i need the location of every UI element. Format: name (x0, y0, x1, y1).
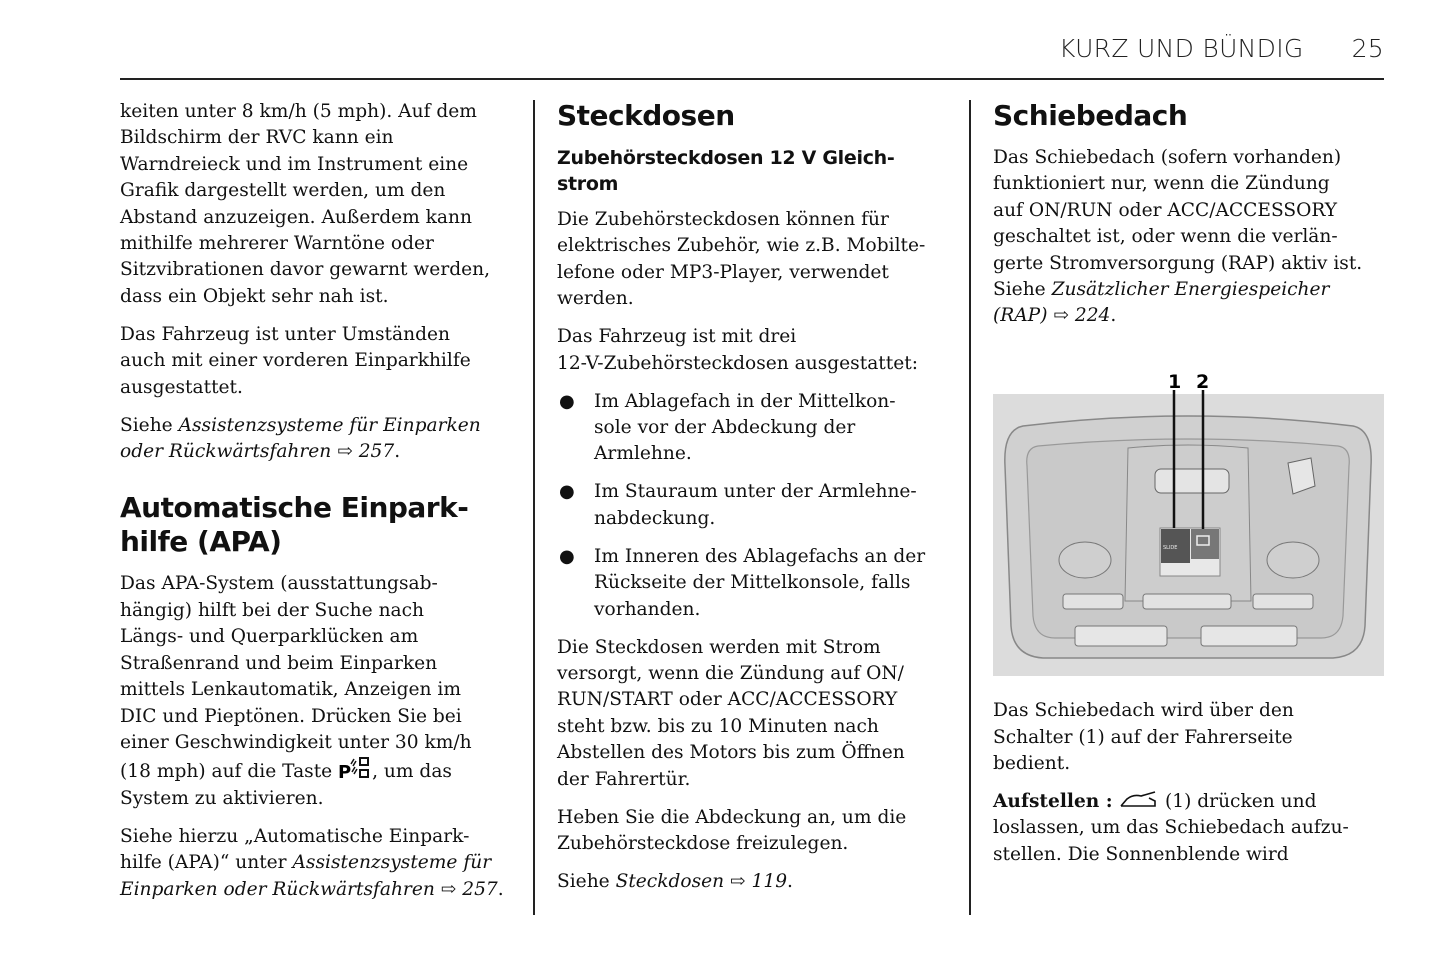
cross-reference-link[interactable]: Assistenzsysteme für Einparken oder Rückwärtsfahren (120, 852, 492, 900)
instruction-label: Aufstellen : (993, 791, 1120, 813)
list-item (557, 479, 957, 532)
column-1 (120, 99, 520, 915)
paragraph: Heben Sie die Abdeckung an, um die Zubehörsteckdose freizulegen. (557, 806, 907, 855)
text: Das APA-System (ausstattungsab- hängig) hilft bei der Suche nach Längs- und Querparklücken am Straßenrand und beim Einparken mittels Lenkautomatik, Anzeigen im DIC und Pieptönen. Drücken Sie bei einer Geschwindigkeit unter 30 km/h (18 mph) auf die Taste (120, 573, 472, 783)
column-divider (969, 100, 971, 915)
text: Siehe (557, 871, 616, 893)
sunroof-vent-icon (1119, 791, 1159, 809)
section-heading: Steckdosen (557, 99, 735, 132)
bullet-list (557, 389, 957, 623)
page-reference[interactable]: 257 (462, 878, 498, 900)
list-item-text: Im Stauraum unter der Armlehne- nabdeckung. (594, 481, 917, 529)
subheading: Zubehörsteckdosen 12 V Gleich- strom (557, 147, 895, 195)
text: Das Schiebedach (sofern vorhanden) funktioniert nur, wenn die Zündung auf ON/RUN oder ACC/ACCESSORY geschaltet ist, oder wenn die verlän- gerte Stromversorgung (RAP) aktiv ist. Siehe (993, 147, 1363, 301)
section-heading: Automatische Einpark- hilfe (APA) (120, 491, 469, 559)
page-reference[interactable]: 224 (1074, 305, 1111, 327)
paragraph: keiten unter 8 km/h (5 mph). Auf dem Bildschirm der RVC kann ein Warndreieck und im Instrument eine Grafik dargestellt werden, um den Abstand anzuzeigen. Außerdem kann mithilfe mehrerer Warntöne oder Sitzvibrationen davor gewarnt werden, dass ein Objekt sehr nah ist. (120, 101, 490, 307)
callout-2: 2 (1196, 370, 1210, 393)
paragraph: Siehe hierzu „Automatische Einpark- hilfe (APA)“ unter Assistenzsysteme für Einparken oder Rückwärtsfahren ⇨ 257. (120, 825, 504, 900)
section-heading: Schiebedach (993, 99, 1188, 132)
page-reference[interactable]: 257 (358, 441, 395, 463)
slide-label: SLIDE (1163, 544, 1178, 551)
paragraph: Das Schiebedach wird über den Schalter (1) auf der Fahrerseite bedient. (993, 700, 1294, 775)
page-number: 25 (1351, 34, 1384, 63)
column-divider (533, 100, 535, 915)
paragraph (993, 789, 1388, 868)
arrow-icon: ⇨ (440, 878, 457, 900)
cross-reference-link[interactable]: Zusätzlicher Energiespeicher (RAP) (993, 279, 1330, 327)
arrow-icon: ⇨ (730, 871, 746, 893)
svg-text:P: P (338, 762, 352, 781)
overhead-console-figure (993, 366, 1388, 684)
list-item-text: Im Inneren des Ablagefachs an der Rückseite der Mittelkonsole, falls vorhanden. (594, 545, 926, 620)
bullet-icon: ● (559, 545, 575, 567)
paragraph: Siehe Steckdosen ⇨ 119. (557, 871, 793, 893)
cross-reference-link[interactable]: Assistenzsysteme für Einparken oder Rückwärtsfahren (120, 414, 481, 463)
column-2 (557, 99, 957, 907)
bullet-icon: ● (559, 481, 575, 503)
page-reference[interactable]: 119 (751, 871, 788, 893)
column-3 (993, 99, 1388, 880)
list-item-text: Im Ablagefach in der Mittelkon- sole vor der Abdeckung der Armlehne. (594, 390, 896, 465)
list-item (557, 389, 957, 468)
running-header (1059, 34, 1384, 63)
list-item (557, 544, 957, 623)
text: Siehe hierzu „Automatische Einpark- hilfe (APA)“ unter (120, 825, 470, 874)
parking-assist-icon (338, 756, 372, 780)
callout-1: 1 (1168, 370, 1182, 393)
text: Siehe (120, 414, 179, 436)
paragraph: Das Schiebedach (sofern vorhanden) funktioniert nur, wenn die Zündung auf ON/RUN oder ACC/ACCESSORY geschaltet ist, oder wenn die verlän- gerte Stromversorgung (RAP) aktiv ist. Siehe Zusätzlicher Energiespeicher (RAP) ⇨ 224. (993, 147, 1363, 327)
arrow-icon: ⇨ (337, 441, 353, 463)
header-rule (120, 78, 1384, 80)
bullet-icon: ● (559, 390, 575, 412)
text: , um das System zu aktivieren. (120, 761, 452, 809)
paragraph: Das Fahrzeug ist mit drei 12-V-Zubehörsteckdosen ausgestattet: (557, 326, 918, 374)
paragraph (120, 571, 520, 812)
sunroof-switch-illustration (993, 366, 1384, 676)
paragraph: Das Fahrzeug ist unter Umständen auch mit einer vorderen Einparkhilfe ausgestattet. (120, 323, 471, 398)
section-title: KURZ UND BÜNDIG (1059, 34, 1304, 63)
paragraph: Die Steckdosen werden mit Strom versorgt, wenn die Zündung auf ON/ RUN/START oder ACC/ACCESSORY steht bzw. bis zu 10 Minuten nach Abstellen des Motors bis zum Öffnen der Fahrertür. (557, 636, 905, 790)
cross-reference-link[interactable]: Steckdosen (615, 871, 725, 893)
paragraph: Siehe Assistenzsysteme für Einparken oder Rückwärtsfahren ⇨ 257. (120, 414, 481, 463)
arrow-icon: ⇨ (1053, 305, 1069, 327)
text: (1) drücken und loslassen, um das Schiebedach aufzu- stellen. Die Sonnenblende wird (993, 791, 1349, 865)
paragraph: Die Zubehörsteckdosen können für elektrisches Zubehör, wie z.B. Mobilte- lefone oder MP3-Player, verwendet werden. (557, 209, 926, 310)
